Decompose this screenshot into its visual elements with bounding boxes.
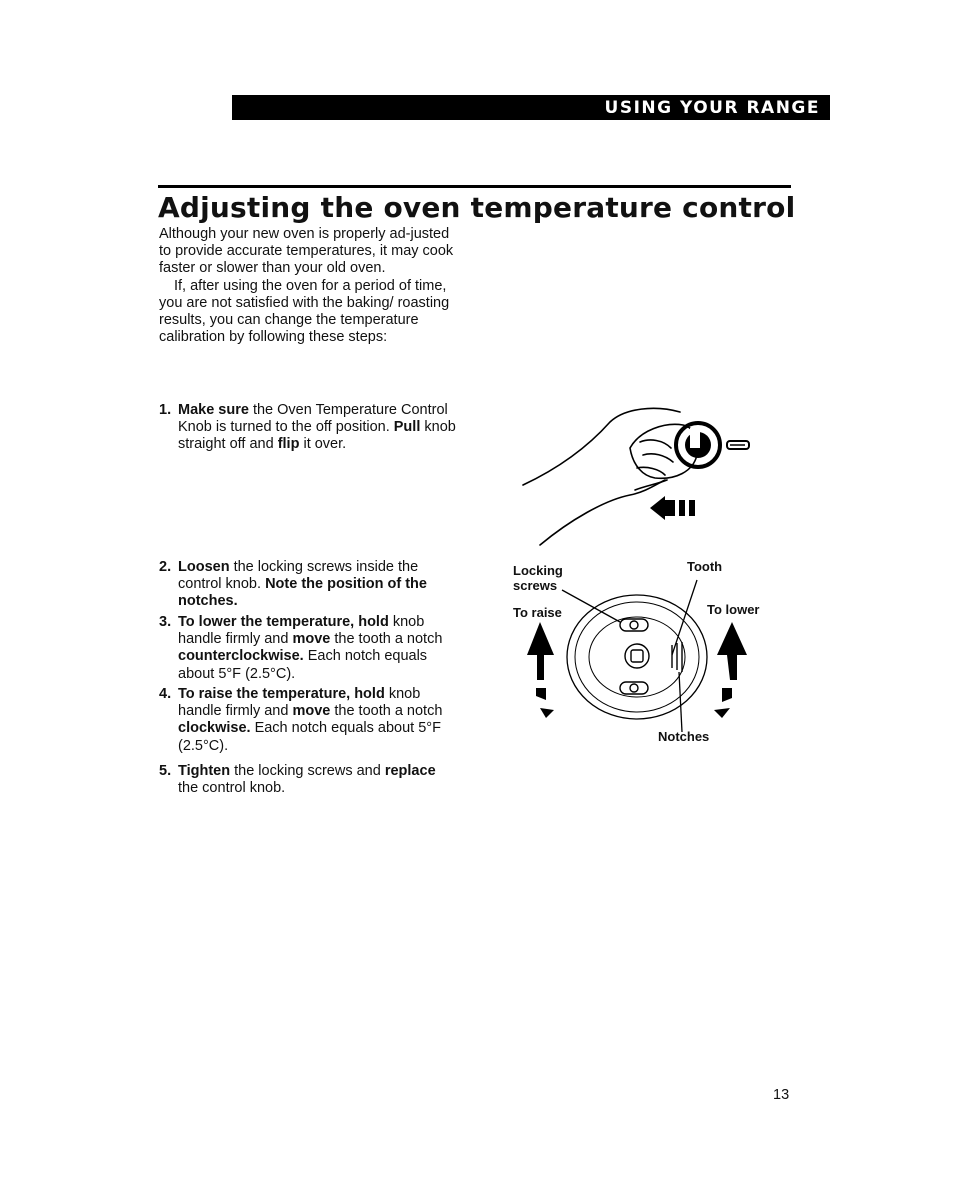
section-title: USING YOUR RANGE — [604, 98, 820, 118]
knob-removal-illustration — [515, 400, 775, 550]
intro-paragraph-1: Although your new oven is properly ad-justed to provide accurate temperatures, it may cook faster or slower than your old oven. — [159, 226, 454, 277]
step-number: 3. — [159, 614, 172, 630]
step-text: Loosen the locking screws inside the control knob. Note the position of the notches. — [178, 559, 427, 610]
section-header-bar — [232, 95, 830, 120]
step-4 — [159, 686, 459, 755]
step-text: Tighten the locking screws and replace the control knob. — [178, 763, 436, 797]
page-title: Adjusting the oven temperature control — [158, 191, 796, 224]
label-to-raise: To raise — [513, 605, 562, 620]
page-number: 13 — [773, 1087, 790, 1103]
step-text: To raise the temperature, hold knob handle firmly and move the tooth a notch clockwise. Each notch equals about 5°F (2.5°C). — [178, 686, 443, 754]
step-3 — [159, 614, 459, 683]
label-to-lower: To lower — [707, 602, 760, 617]
title-rule — [158, 185, 791, 188]
step-1 — [159, 402, 459, 454]
step-text: Make sure the Oven Temperature Control Knob is turned to the off position. Pull knob straight off and flip it over. — [178, 402, 456, 453]
intro-text — [159, 226, 459, 346]
label-locking-screws: Locking screws — [513, 563, 563, 593]
step-number: 1. — [159, 402, 172, 418]
intro-paragraph-2: If, after using the oven for a period of time, you are not satisfied with the baking/ roasting results, you can change the temperature calibration by following these steps: — [159, 277, 450, 346]
label-tooth: Tooth — [687, 559, 723, 574]
step-number: 5. — [159, 763, 172, 779]
step-number: 4. — [159, 686, 172, 702]
step-2 — [159, 559, 459, 611]
step-text: To lower the temperature, hold knob handle firmly and move the tooth a notch counterclockwise. Each notch equals about 5°F (2.5°C). — [178, 614, 443, 682]
label-notches: Notches — [658, 729, 710, 744]
step-number: 2. — [159, 559, 172, 575]
step-5 — [159, 763, 459, 797]
